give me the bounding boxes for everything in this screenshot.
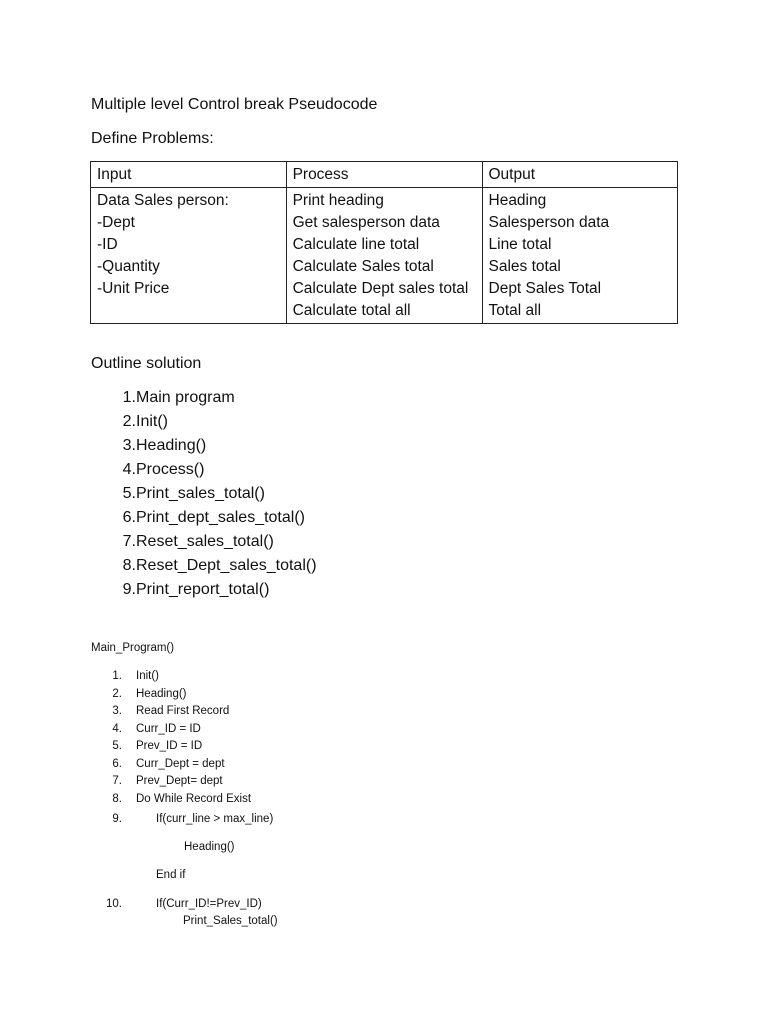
list-item-text: Print_report_total() — [136, 581, 270, 598]
define-problems-heading: Define Problems: — [91, 130, 214, 147]
list-item-text: Print_dept_sales_total() — [136, 509, 305, 526]
list-item — [91, 530, 274, 554]
table-header-process: Process — [286, 162, 482, 188]
main-program-heading: Main_Program() — [91, 642, 175, 654]
list-item-number: 4. — [122, 461, 136, 478]
code-line-text: If(Curr_ID!=Prev_ID) — [156, 898, 262, 910]
input-line: -ID — [97, 236, 118, 253]
code-line-text: Prev_Dept= dept — [136, 775, 223, 787]
output-line: Salesperson data — [488, 214, 610, 231]
list-item — [91, 458, 205, 482]
table-header-input: Input — [91, 162, 287, 188]
page-title: Multiple level Control break Pseudocode — [91, 96, 378, 113]
list-item-number: 6. — [122, 509, 136, 526]
code-line-number: 8. — [112, 792, 122, 805]
list-item — [91, 578, 270, 602]
output-line: Line total — [488, 236, 552, 253]
code-line-text: Heading() — [184, 841, 235, 853]
list-item-text: Reset_sales_total() — [136, 533, 274, 550]
table-header-row — [91, 162, 678, 188]
outline-solution-heading: Outline solution — [91, 355, 202, 372]
input-cell — [91, 188, 287, 324]
output-line: Heading — [488, 192, 547, 209]
code-line-number: 6. — [112, 757, 122, 770]
list-item-number: 7. — [122, 533, 136, 550]
process-line: Calculate Sales total — [292, 258, 434, 275]
process-line: Calculate line total — [292, 236, 420, 253]
table-row — [91, 188, 678, 324]
table-header-output: Output — [482, 162, 678, 188]
process-line: Print heading — [292, 192, 384, 209]
process-line: Get salesperson data — [292, 214, 440, 231]
code-line-number: 5. — [112, 740, 122, 752]
code-line-text: Read First Record — [136, 705, 230, 717]
list-item — [91, 386, 235, 410]
input-line: Data Sales person: — [97, 192, 229, 209]
code-line-number: 10. — [106, 898, 122, 910]
input-line-empty — [97, 300, 280, 322]
list-item-number: 5. — [122, 485, 136, 502]
input-line: -Unit Price — [97, 280, 170, 297]
code-line-number: 4. — [112, 722, 122, 735]
list-item-number: 3. — [122, 437, 136, 454]
output-line: Dept Sales Total — [488, 280, 602, 297]
list-item-number: 8. — [122, 557, 136, 574]
output-line: Total all — [488, 302, 542, 319]
code-line-number: 1. — [112, 670, 122, 682]
output-cell — [482, 188, 678, 324]
code-line-text: Heading() — [136, 687, 187, 700]
code-line-text: If(curr_line > max_line) — [156, 813, 274, 825]
input-line: -Quantity — [97, 258, 160, 275]
list-item — [91, 506, 305, 530]
list-item — [91, 554, 317, 578]
code-line-number: 9. — [112, 813, 122, 825]
code-line-number: 3. — [112, 705, 122, 717]
code-line-text: Init() — [136, 670, 159, 682]
list-item — [91, 434, 207, 458]
list-item — [91, 482, 265, 506]
input-line: -Dept — [97, 214, 135, 231]
process-line: Calculate Dept sales total — [292, 280, 469, 297]
problems-table — [90, 161, 678, 324]
list-item-text: Heading() — [136, 437, 207, 454]
list-item-number: 1. — [122, 389, 136, 406]
code-line-number: 7. — [112, 775, 122, 787]
outline-list — [91, 386, 317, 602]
list-item-text: Process() — [136, 461, 205, 478]
list-item-text: Init() — [136, 413, 168, 430]
code-line-text: Do While Record Exist — [136, 792, 252, 805]
output-line: Sales total — [488, 258, 561, 275]
list-item-text: Print_sales_total() — [136, 485, 265, 502]
list-item — [91, 410, 168, 434]
list-item-number: 2. — [122, 413, 136, 430]
code-line-number: 2. — [112, 687, 122, 700]
code-line-text: End if — [156, 869, 186, 881]
list-item-number: 9. — [122, 581, 136, 598]
code-line-text: Print_Sales_total() — [183, 915, 278, 927]
list-item-text: Main program — [136, 389, 235, 406]
code-line-text: Prev_ID = ID — [136, 740, 203, 752]
code-line-text: Curr_ID = ID — [136, 722, 201, 735]
process-cell — [286, 188, 482, 324]
process-line: Calculate total all — [292, 302, 411, 319]
list-item-text: Reset_Dept_sales_total() — [136, 557, 317, 574]
code-line-text: Curr_Dept = dept — [136, 757, 225, 770]
